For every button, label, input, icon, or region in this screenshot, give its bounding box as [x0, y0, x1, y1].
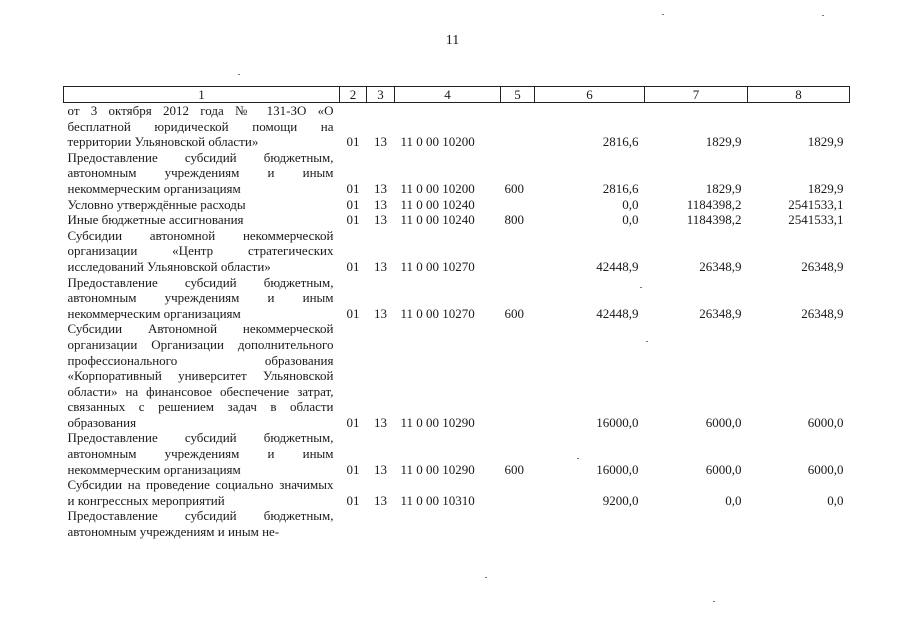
row-subsection: 13 [374, 414, 387, 430]
row-expense-type: 600 [504, 180, 524, 196]
header-col-4: 4 [395, 87, 501, 103]
table-row [64, 321, 850, 430]
row-section: 01 [346, 196, 360, 212]
table-row [64, 430, 850, 477]
row-value-col6: 2816,6 [602, 180, 639, 196]
row-expense-type: 600 [504, 461, 524, 477]
row-section: 01 [346, 492, 360, 508]
row-subsection: 13 [374, 492, 387, 508]
row-value-col8: 6000,0 [807, 414, 844, 430]
row-expense-type [501, 228, 535, 275]
header-col-3: 3 [367, 87, 395, 103]
row-expense-type [501, 508, 535, 539]
row-section: 01 [346, 258, 360, 274]
row-value-col6 [535, 508, 645, 539]
row-target-article [395, 508, 501, 539]
header-col-1: 1 [64, 87, 340, 103]
row-name: Иные бюджетные ассигнования [67, 212, 244, 228]
row-subsection: 13 [374, 180, 387, 196]
row-value-col7: 26348,9 [699, 258, 742, 274]
row-value-col8: 2541533,1 [788, 196, 844, 212]
row-expense-type: 600 [504, 305, 524, 321]
row-name: Предоставление субсидий бюджетным, автономным учреждениям и иным некоммерческим организациям [67, 274, 334, 321]
scan-speck [485, 577, 487, 578]
row-target-article: 11 0 00 10310 [400, 492, 475, 508]
row-section: 01 [346, 180, 360, 196]
table-row [64, 275, 850, 322]
row-value-col7: 1184398,2 [686, 212, 742, 228]
row-value-col6: 16000,0 [596, 414, 639, 430]
row-value-col6: 2816,6 [602, 134, 639, 150]
table-row [64, 508, 850, 539]
row-name: Субсидии Автономной некоммерческой организации Организации дополнительного профессионального образования «Корпоративный университет Ульяновской области» на финансовое обеспечение затрат, связанных с решением задач в области образования [67, 321, 334, 430]
row-subsection: 13 [374, 258, 387, 274]
scan-speck [640, 287, 642, 288]
row-value-col8: 26348,9 [801, 258, 844, 274]
row-value-col8: 0,0 [827, 492, 844, 508]
row-name: Субсидии автономной некоммерческой организации «Центр стратегических исследований Ульяновской области» [67, 227, 334, 274]
row-subsection: 13 [374, 134, 387, 150]
row-target-article: 11 0 00 10240 [400, 212, 475, 228]
header-col-5: 5 [501, 87, 535, 103]
page-number: 11 [445, 33, 460, 48]
scan-speck [822, 15, 824, 16]
row-value-col7: 1184398,2 [686, 196, 742, 212]
row-name: Субсидии на проведение социально значимых и конгрессных мероприятий [67, 477, 334, 508]
row-target-article: 11 0 00 10270 [400, 305, 475, 321]
row-value-col7 [645, 508, 748, 539]
row-section: 01 [346, 305, 360, 321]
header-col-6: 6 [535, 87, 645, 103]
row-expense-type [501, 321, 535, 430]
row-value-col8 [748, 508, 850, 539]
row-value-col8: 1829,9 [807, 180, 844, 196]
row-target-article: 11 0 00 10290 [400, 414, 475, 430]
table-header [64, 87, 850, 103]
row-section: 01 [346, 414, 360, 430]
row-section [340, 508, 367, 539]
table-row [64, 212, 850, 228]
header-col-7: 7 [645, 87, 748, 103]
table-body [64, 103, 850, 540]
row-value-col7: 6000,0 [705, 461, 742, 477]
row-value-col6: 0,0 [622, 212, 639, 228]
scan-speck [662, 14, 664, 15]
row-value-col6: 0,0 [622, 196, 639, 212]
table-row [64, 228, 850, 275]
row-value-col8: 1829,9 [807, 134, 844, 150]
row-name: Предоставление субсидий бюджетным, автономным учреждениям и иным не- [67, 508, 334, 540]
row-value-col8: 26348,9 [801, 305, 844, 321]
table-row [64, 197, 850, 213]
row-target-article: 11 0 00 10270 [400, 258, 475, 274]
budget-table [63, 86, 850, 540]
row-value-col7: 1829,9 [705, 180, 742, 196]
scan-speck [646, 341, 648, 342]
row-value-col7: 6000,0 [705, 414, 742, 430]
row-section: 01 [346, 134, 360, 150]
row-subsection: 13 [374, 461, 387, 477]
table-row [64, 477, 850, 508]
row-expense-type: 800 [504, 212, 524, 228]
scan-speck [713, 601, 715, 602]
row-value-col8: 2541533,1 [788, 212, 844, 228]
row-subsection [367, 508, 395, 539]
row-value-col6: 9200,0 [602, 492, 639, 508]
scan-speck [577, 458, 579, 459]
row-subsection: 13 [374, 305, 387, 321]
row-value-col7: 26348,9 [699, 305, 742, 321]
row-value-col6: 16000,0 [596, 461, 639, 477]
row-expense-type [501, 477, 535, 508]
row-target-article: 11 0 00 10200 [400, 134, 475, 150]
row-name: Предоставление субсидий бюджетным, автономным учреждениям и иным некоммерческим организациям [67, 430, 334, 477]
header-col-2: 2 [340, 87, 367, 103]
row-name: Предоставление субсидий бюджетным, автономным учреждениям и иным некоммерческим организациям [67, 149, 334, 196]
row-value-col6: 42448,9 [596, 258, 639, 274]
row-subsection: 13 [374, 212, 387, 228]
table-row [64, 150, 850, 197]
row-target-article: 11 0 00 10240 [400, 196, 475, 212]
row-value-col6: 42448,9 [596, 305, 639, 321]
row-value-col7: 1829,9 [705, 134, 742, 150]
row-subsection: 13 [374, 196, 387, 212]
scan-speck [238, 74, 240, 75]
row-section: 01 [346, 461, 360, 477]
row-section: 01 [346, 212, 360, 228]
row-name: Условно утверждённые расходы [67, 196, 246, 212]
row-target-article: 11 0 00 10200 [400, 180, 475, 196]
header-col-8: 8 [748, 87, 850, 103]
row-expense-type [501, 103, 535, 150]
row-value-col8: 6000,0 [807, 461, 844, 477]
row-expense-type [501, 197, 535, 213]
row-target-article: 11 0 00 10290 [400, 461, 475, 477]
row-value-col7: 0,0 [725, 492, 742, 508]
header-row [64, 87, 850, 103]
table-row [64, 103, 850, 150]
row-name: от 3 октября 2012 года № 131-ЗО «О бесплатной юридической помощи на территории Ульяновской области» [67, 103, 334, 150]
